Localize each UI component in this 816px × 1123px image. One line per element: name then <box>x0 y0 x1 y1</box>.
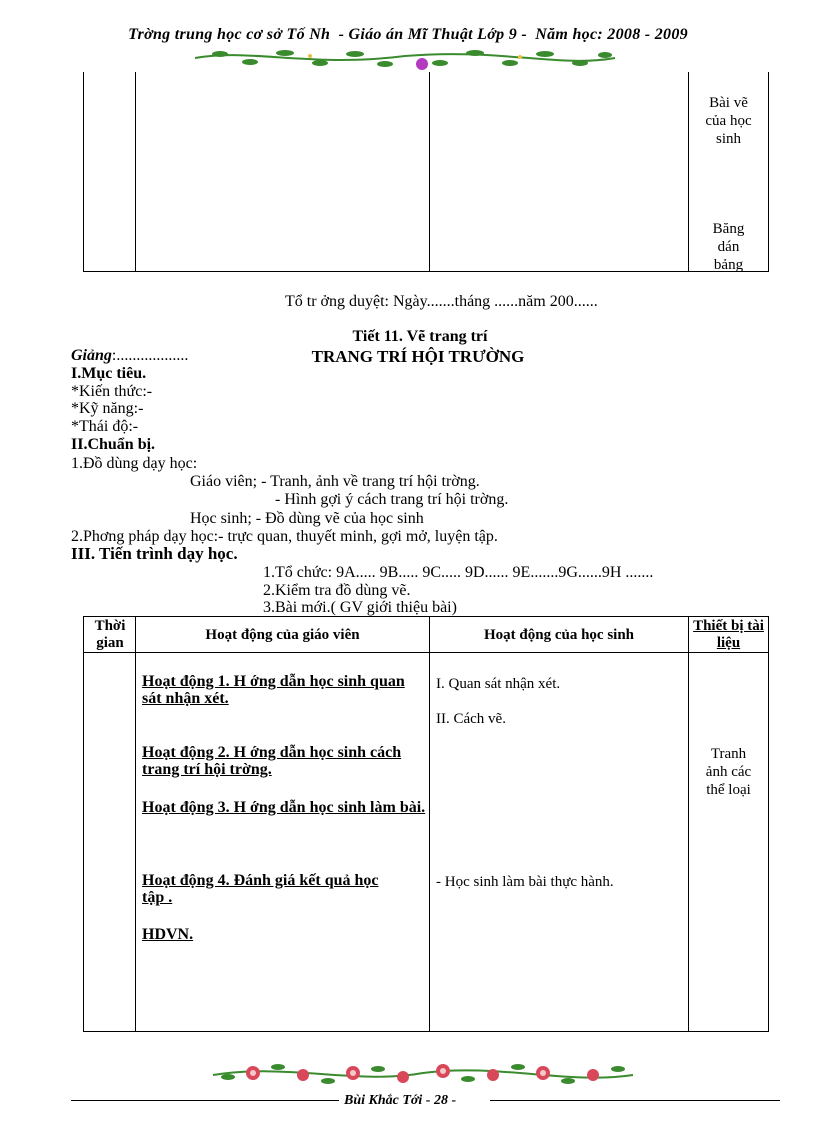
student-activity-3: - Học sinh làm bài thực hành. <box>436 874 614 890</box>
top-table <box>83 72 769 272</box>
section-process: III. Tiến trình dạy học. <box>71 544 238 563</box>
giang-value: :.................. <box>111 347 189 364</box>
teacher-activity-hdvn: HDVN. <box>142 926 194 943</box>
teacher-activity-1: Hoạt động 1. H ớng dẫn học sinh quan sát nhận xét. <box>142 673 405 707</box>
objective-knowledge: *Kiến thức:- <box>71 383 153 400</box>
equipment-text: dán <box>717 239 740 255</box>
header-equipment: Thiết bị tài liệu <box>693 618 764 651</box>
footer-page: Bùi Khắc Tới - 28 - <box>344 1093 457 1108</box>
footer-garland-ornament <box>208 1055 638 1091</box>
process-organization: 1.Tổ chức: 9A..... 9B..... 9C..... 9D...... 9E.......9G......9H ....... <box>263 564 654 581</box>
header-garland-ornament <box>190 44 620 72</box>
equipment-text: Băng <box>712 221 745 237</box>
top-table-equipment-cell <box>689 94 768 148</box>
header-teacher: Hoạt động của giáo viên <box>205 627 360 643</box>
header-school: Trờng trung học cơ sở Tố Nh <box>128 26 331 43</box>
top-table-equipment-cell-2 <box>689 220 768 274</box>
objective-skills: *Kỹ năng:- <box>71 400 144 417</box>
header-subject: - Giáo án Mĩ Thuật Lớp 9 - <box>338 26 527 43</box>
page-header <box>0 26 816 44</box>
prep-method: 2.Phơng pháp dạy học:- trực quan, thuyết minh, gợi mở, luyện tập. <box>71 528 498 545</box>
approval-line: Tổ tr ởng duyệt: Ngày.......tháng ......năm 200...... <box>285 293 598 310</box>
process-check: 2.Kiểm tra đồ dùng vẽ. <box>263 582 411 599</box>
teacher-activity-4: Hoạt động 4. Đánh giá kết quả học tập . <box>142 872 379 906</box>
equipment-line: Tranh <box>710 746 747 762</box>
header-student: Hoạt động của học sinh <box>483 627 635 643</box>
section-objectives: I.Mục tiêu. <box>71 365 147 382</box>
equipment-cell <box>689 745 768 799</box>
process-new-lesson: 3.Bài mới.( GV giới thiệu bài) <box>263 599 457 616</box>
header-time: Thời gian <box>94 618 126 651</box>
equipment-text: sinh <box>715 131 741 147</box>
equipment-line: thể loại <box>706 782 751 798</box>
teacher-activity-2: Hoạt động 2. H ớng dẫn học sinh cách trang trí hội trờng. <box>142 744 402 778</box>
activity-table <box>83 616 769 1032</box>
equipment-line: ảnh các <box>705 764 752 780</box>
equipment-text: của học <box>705 113 752 129</box>
teacher-activity-3: Hoạt động 3. H ớng dẫn học sinh làm bài. <box>142 799 426 816</box>
prep-teacher-1: Giáo viên; - Tranh, ảnh về trang trí hội trờng. <box>190 473 480 490</box>
student-activity-1: I. Quan sát nhận xét. <box>436 676 561 692</box>
objective-attitude: *Thái độ:- <box>71 418 139 435</box>
section-preparation: II.Chuẩn bị. <box>71 436 156 453</box>
prep-student: Học sinh; - Đồ dùng vẽ của học sinh <box>190 510 424 527</box>
prep-teacher-2: - Hình gợi ý cách trang trí hội trờng. <box>275 491 509 508</box>
giang-label: Giảng <box>71 347 112 364</box>
lesson-title: Tiết 11. Vẽ trang trí <box>352 328 488 345</box>
footer-rule-left <box>71 1100 339 1101</box>
prep-materials: 1.Đồ dùng dạy học: <box>71 455 198 472</box>
equipment-text: Bài vẽ <box>709 95 748 111</box>
equipment-text: bảng <box>713 257 744 273</box>
lesson-subtitle: TRANG TRÍ HỘI TRƯỜNG <box>311 347 525 366</box>
footer-rule-right <box>490 1100 780 1101</box>
student-activity-2: II. Cách vẽ. <box>436 711 506 727</box>
header-year: Năm học: 2008 - 2009 <box>535 26 688 43</box>
